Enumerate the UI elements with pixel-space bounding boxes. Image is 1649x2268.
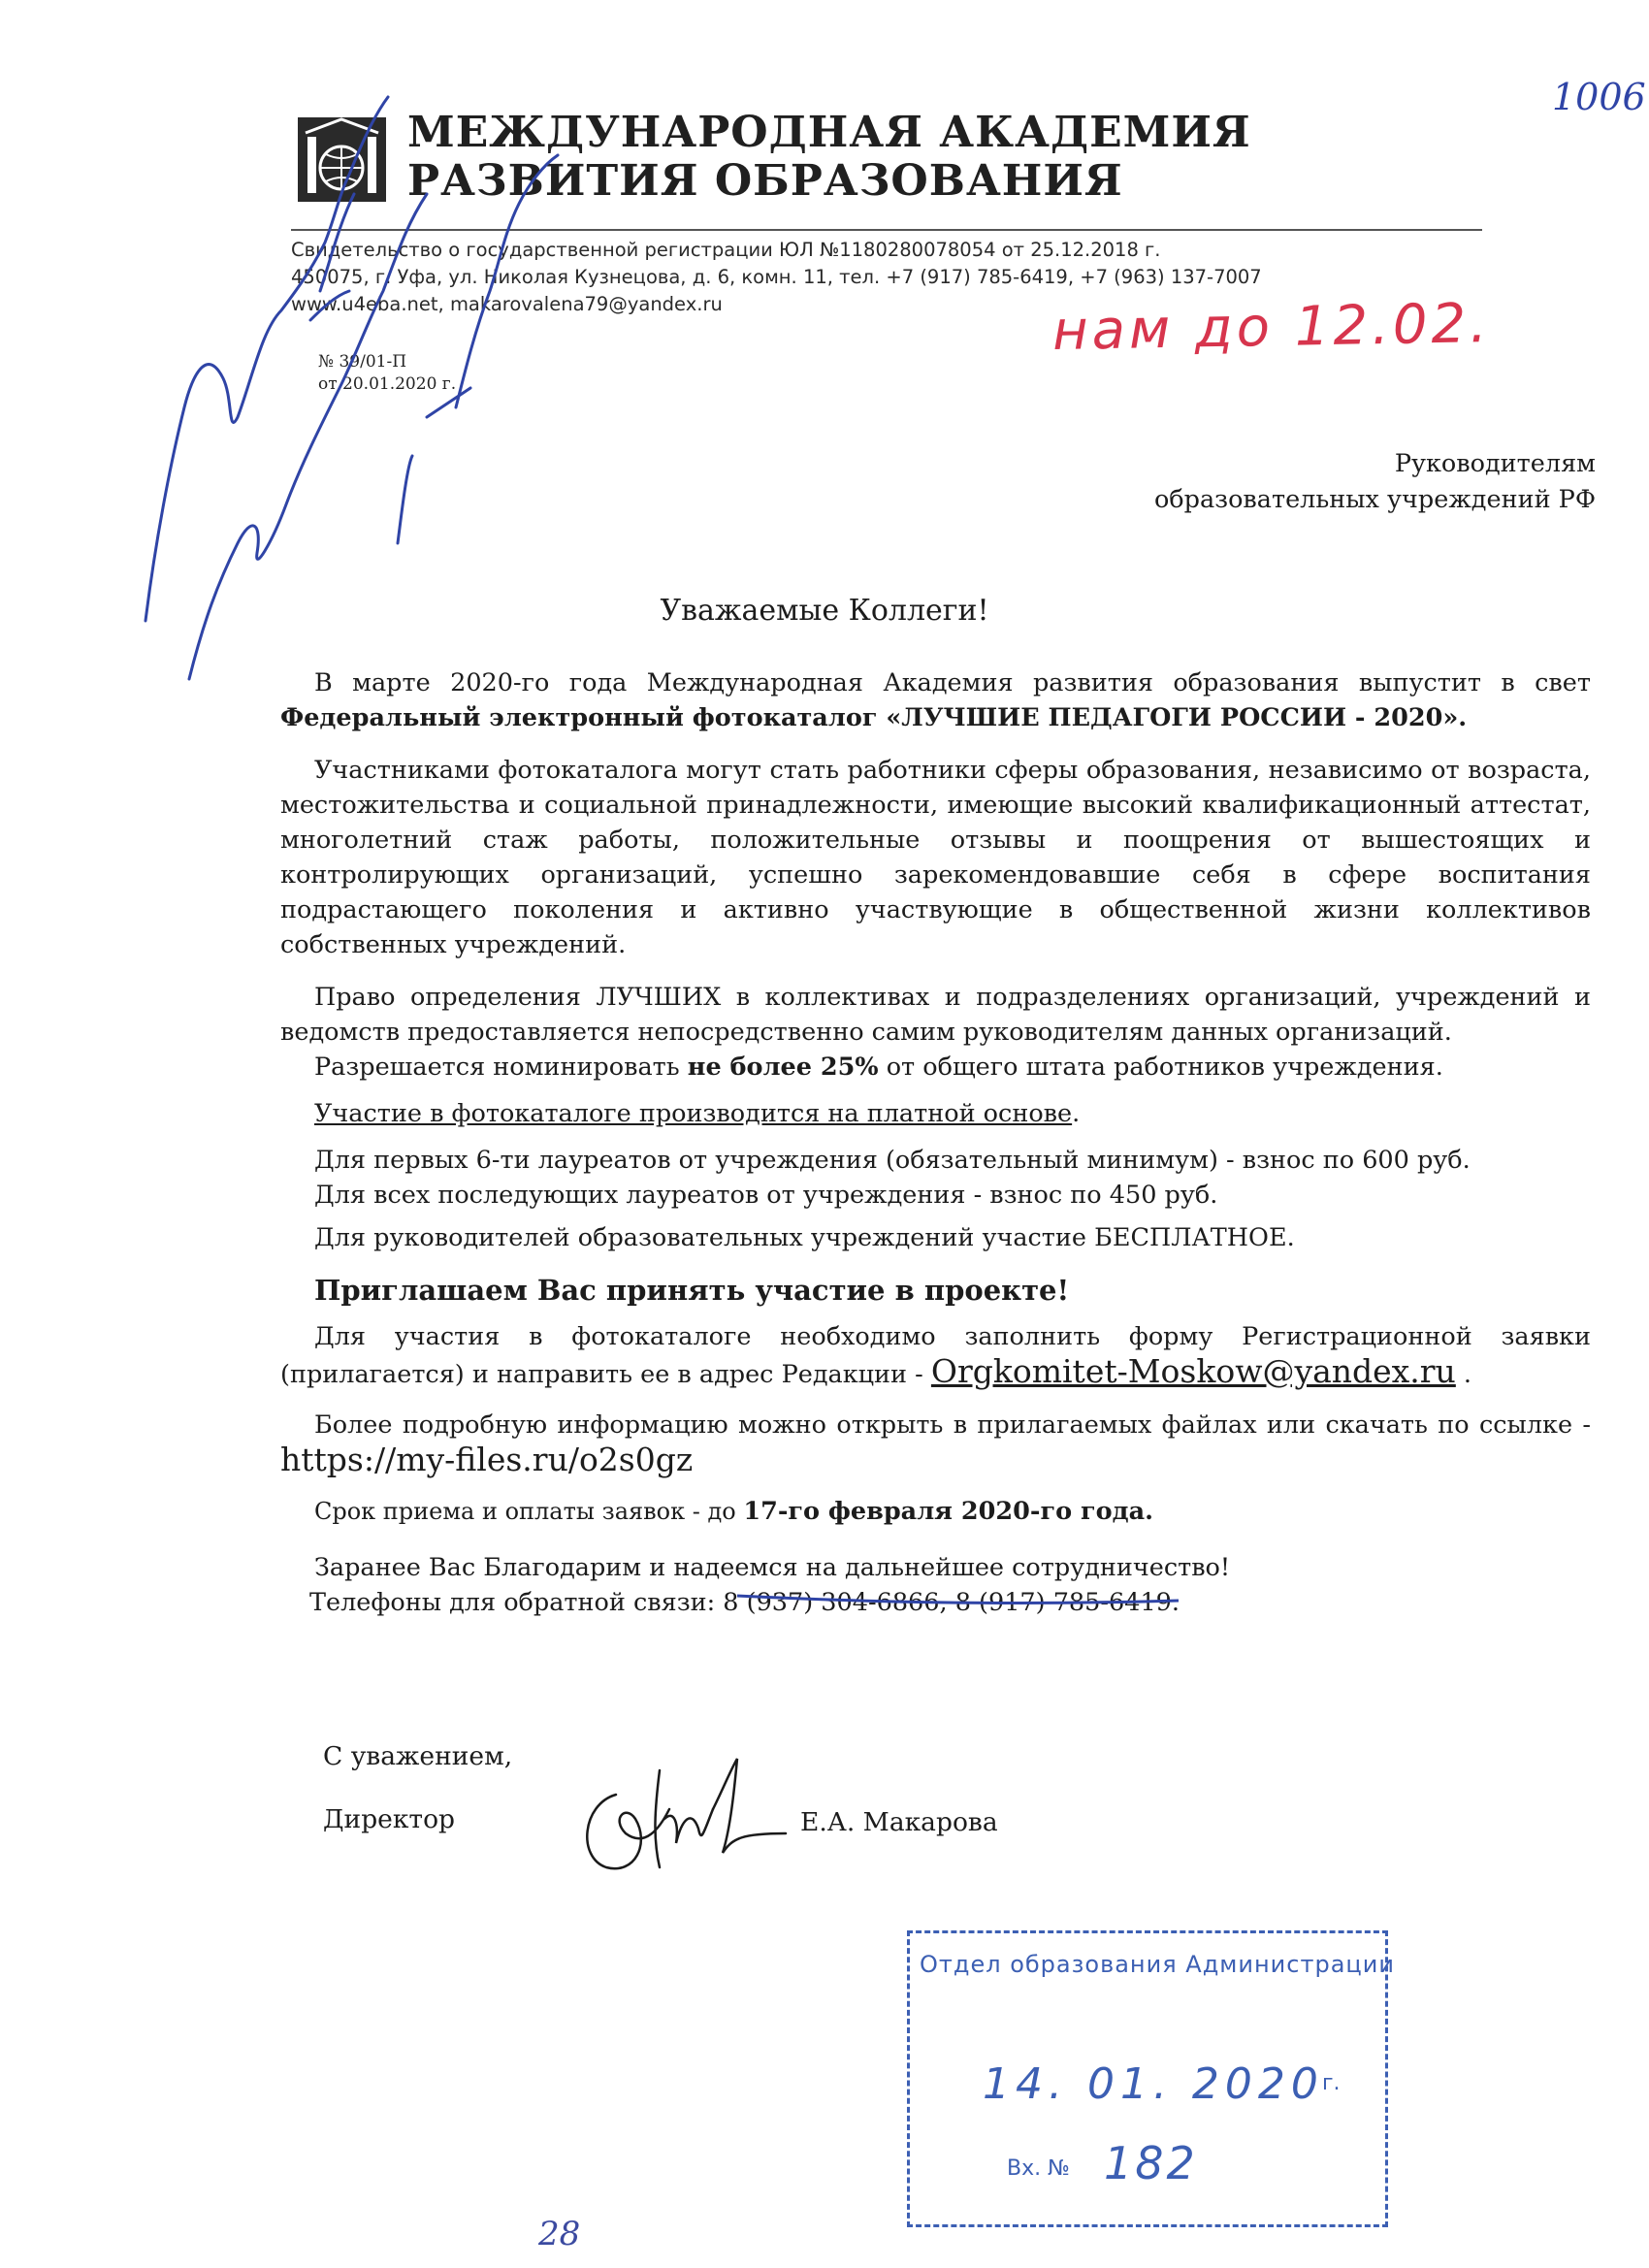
header-divider xyxy=(291,229,1482,231)
application-text: Для участия в фотокаталоге необходимо заполнить форму Регистрационной заявки (прилагается) и направить ее в адрес Редакции - xyxy=(280,1322,1591,1389)
more-info-text: Более подробную информацию можно открыть в прилагаемых файлах или скачать по ссылке - xyxy=(314,1410,1591,1440)
stamp-date-suffix: г. xyxy=(1322,2071,1341,2095)
nomination-post: от общего штата работников учреждения. xyxy=(878,1053,1443,1082)
deadline-date: 17-го февраля 2020-го года. xyxy=(743,1497,1153,1526)
addressee-line2: образовательных учреждений РФ xyxy=(1153,485,1596,514)
academy-logo-icon xyxy=(296,112,388,204)
intro-text: В марте 2020-го года Международная Академия развития образования выпустит в свет xyxy=(314,668,1591,697)
paragraph-intro xyxy=(280,665,1591,735)
org-name-line1: МЕЖДУНАРОДНАЯ АКАДЕМИЯ xyxy=(407,108,1251,157)
paragraph-application xyxy=(280,1319,1591,1392)
nomination-pre: Разрешается номинировать xyxy=(314,1053,688,1082)
fee-directors: Для руководителей образовательных учреждений участие БЕСПЛАТНОЕ. xyxy=(314,1223,1295,1252)
application-end: . xyxy=(1455,1360,1472,1389)
stamp-incoming-number: 182 xyxy=(1104,2137,1198,2189)
deadline-line xyxy=(280,1494,1591,1529)
handwritten-corner-note: 1006 xyxy=(1552,76,1646,118)
director-signature xyxy=(567,1751,791,1887)
email-link[interactable]: Orgkomitet-Moskow@yandex.ru xyxy=(930,1352,1456,1390)
document-number: № 39/01-П xyxy=(318,352,407,372)
web-email-line: www.u4eba.net, makarovalena79@yandex.ru xyxy=(291,293,723,315)
paragraph-paid xyxy=(280,1096,1591,1131)
regards: С уважением, xyxy=(323,1741,513,1771)
stamp-title: Отдел образования Администрации xyxy=(920,1951,1395,1978)
addressee-block xyxy=(917,446,1596,518)
document-reference xyxy=(318,351,456,396)
fee-first-laureates: Для первых 6-ти лауреатов от учреждения (обязательный минимум) - взнос по 600 руб. xyxy=(314,1146,1471,1175)
paid-basis-dot: . xyxy=(1072,1099,1081,1128)
organization-name xyxy=(407,109,1251,206)
paragraph-rights: Право определения ЛУЧШИХ в коллективах и подразделениях организаций, учреждений и ведомств предоставляется непосредственно самим руководителям данных организаций. xyxy=(280,983,1591,1047)
paid-basis-text: Участие в фотокаталоге производится на платной основе xyxy=(314,1099,1073,1128)
addressee-line1: Руководителям xyxy=(1394,449,1596,478)
thanks-line: Заранее Вас Благодарим и надеемся на дальнейшее сотрудничество! xyxy=(314,1553,1231,1582)
paragraph-participants: Участниками фотокаталога могут стать работники сферы образования, независимо от возраста, местожительства и социальной принадлежности, имеющие высокий квалификационный аттестат, многолетний стаж работы, положительные отзывы и поощрения от вышестоящих и контролирующих организаций, успешно зарекомендовавшие себя в сфере воспитания подрастающего поколения и активно участвующие в общественной жизни коллективов собственных учреждений. xyxy=(280,756,1591,959)
nomination-limit: не более 25% xyxy=(687,1053,879,1082)
signatory-name: Е.А. Макарова xyxy=(800,1807,998,1837)
registration-line: Свидетельство о государственной регистрации ЮЛ №1180280078054 от 25.12.2018 г. xyxy=(291,239,1161,261)
catalog-title: Федеральный электронный фотокаталог «ЛУЧШИЕ ПЕДАГОГИ РОССИИ - 2020». xyxy=(280,703,1468,732)
incoming-stamp xyxy=(907,1930,1395,2227)
invitation-heading: Приглашаем Вас принять участие в проекте! xyxy=(314,1274,1070,1307)
letter-body xyxy=(280,665,1591,1620)
fee-next-laureates: Для всех последующих лауреатов от учреждения - взнос по 450 руб. xyxy=(314,1181,1218,1210)
signatory-position: Директор xyxy=(323,1804,455,1834)
greeting: Уважаемые Коллеги! xyxy=(660,594,989,628)
phones-line: Телефоны для обратной связи: 8 (937) 304-6866, 8 (917) 785-6419. xyxy=(309,1588,1180,1617)
paragraph-nomination xyxy=(280,1050,1591,1085)
paragraph-more-info xyxy=(280,1408,1591,1480)
address-line: 450075, г. Уфа, ул. Николая Кузнецова, д. 6, комн. 11, тел. +7 (917) 785-6419, +7 (963) 137-7007 xyxy=(291,266,1262,288)
page-number: 28 xyxy=(538,2215,581,2253)
document-date: от 20.01.2020 г. xyxy=(318,374,457,394)
deadline-pre: Срок приема и оплаты заявок - до xyxy=(314,1498,744,1525)
stamp-date: 14. 01. 2020 xyxy=(983,2059,1324,2109)
handwritten-red-note: нам до 12.02. xyxy=(1051,292,1492,363)
org-name-line2: РАЗВИТИЯ ОБРАЗОВАНИЯ xyxy=(407,156,1123,206)
files-link[interactable]: https://my-files.ru/o2s0gz xyxy=(280,1441,694,1478)
stamp-incoming-label: Вх. № xyxy=(1007,2156,1070,2181)
